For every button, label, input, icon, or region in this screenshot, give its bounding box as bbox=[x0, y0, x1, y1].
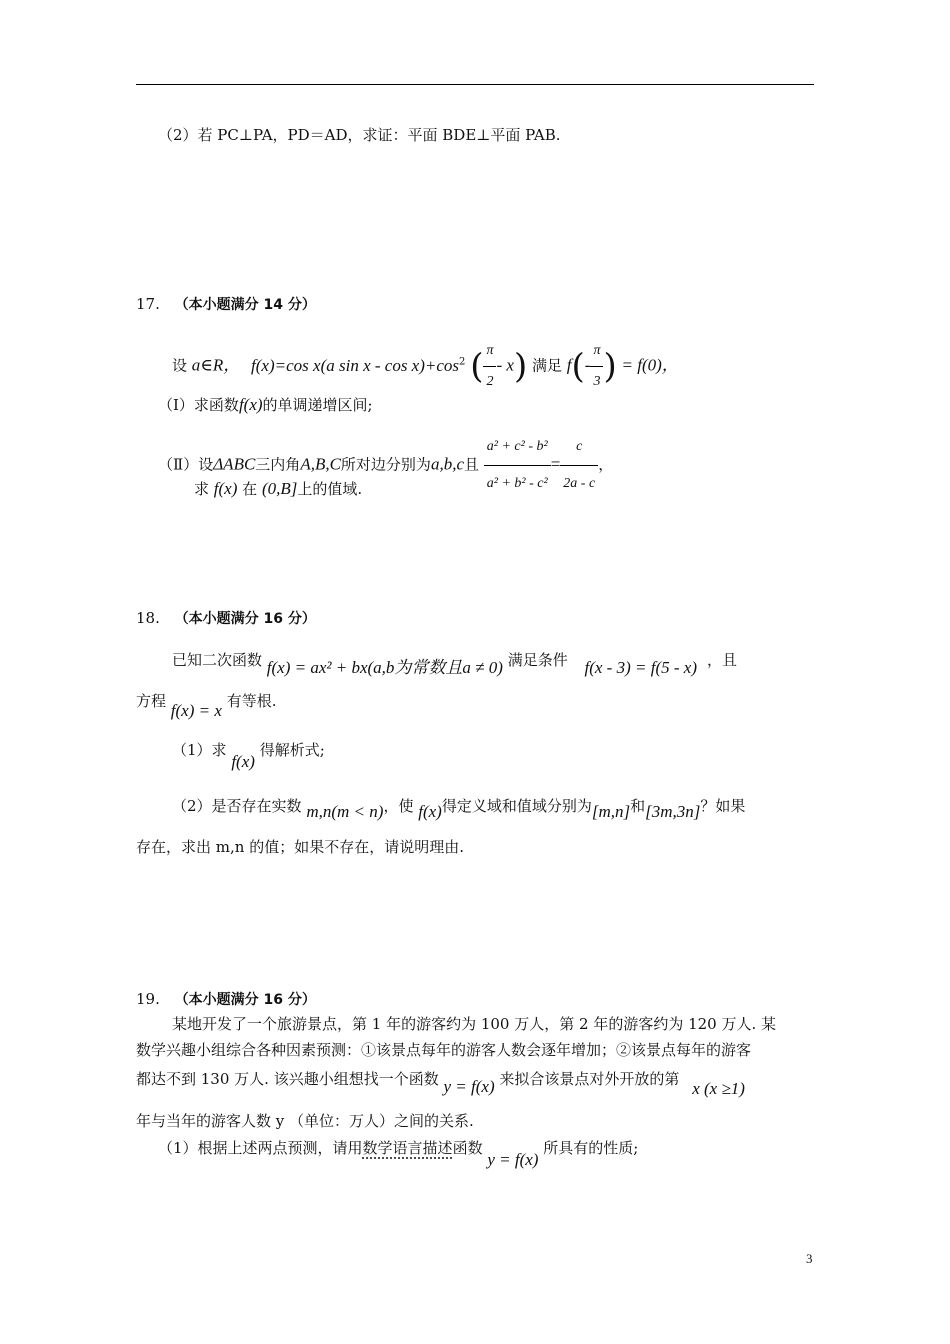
q19-number: 19. bbox=[136, 990, 160, 1008]
q18-cond: 满足条件 bbox=[507, 651, 568, 669]
q17-intro: 设 bbox=[172, 356, 188, 375]
q19-l3-f: y = f(x) bbox=[443, 1077, 495, 1096]
q18-eq-post: 有等根. bbox=[226, 692, 277, 710]
q18-p2-pre: （2）是否存在实数 bbox=[172, 797, 302, 815]
q17-part1-text: （Ⅰ）求函数 bbox=[158, 396, 239, 414]
q17-neg: - bbox=[584, 355, 591, 375]
q19-p1-emphasis: 数学语言描述 bbox=[362, 1139, 453, 1157]
header-rule bbox=[136, 84, 814, 85]
q17-angles: A,B,C bbox=[300, 454, 341, 474]
q19-p1-post: 所具有的性质; bbox=[543, 1139, 639, 1157]
q18-and: ，且 bbox=[706, 651, 737, 669]
q17-header bbox=[136, 293, 316, 316]
q17-part1-post: 的单调递增区间; bbox=[262, 396, 373, 414]
q16-part2: （2）若 PC⊥PA，PD＝AD，求证：平面 BDE⊥平面 PAB. bbox=[158, 126, 561, 144]
q17-number: 17. bbox=[136, 295, 160, 313]
q17-eq-f0: = f(0)， bbox=[621, 355, 679, 375]
q17-part2-mid1: 三内角 bbox=[255, 455, 301, 474]
q17-paren-close: ) bbox=[513, 346, 528, 387]
q18-p2-mid: ，使 bbox=[383, 797, 414, 815]
q18-mn: m,n(m < n) bbox=[306, 802, 384, 821]
q17-frac-c: $\frac{c}{2a - c}$ bbox=[560, 429, 598, 502]
q18-p2-question: ？如果 bbox=[700, 797, 746, 815]
q18-number: 18. bbox=[136, 609, 160, 627]
q17-score: （本小题满分 14 分） bbox=[174, 297, 316, 313]
q18-p2-mid2: 得定义域和值域分别为 bbox=[441, 797, 592, 815]
q19-part1 bbox=[158, 1137, 639, 1169]
q17-frac-pi2: $\frac{\pi}{2}$ bbox=[483, 336, 496, 397]
q19-l3-mid: 来拟合该景点对外开放的第 bbox=[499, 1070, 680, 1088]
q18-p1-f: f(x) bbox=[231, 752, 255, 771]
q18-and2: 和 bbox=[630, 797, 646, 815]
q18-part1 bbox=[172, 739, 325, 771]
q18-range: [3m,3n] bbox=[645, 802, 701, 821]
q18-equation-line bbox=[136, 690, 277, 720]
q17-paren2-open: ( bbox=[571, 346, 585, 387]
q17-frac-cosine: $\frac{\text{a² + c² - b²}}{\text{a² + b² - c²}}$ bbox=[484, 429, 551, 502]
q17-f: f bbox=[566, 355, 572, 375]
q19-l3-pre: 都达不到 130 万人. 该兴趣小组想找一个函数 bbox=[136, 1070, 439, 1088]
q18-p1-post: 得解析式; bbox=[259, 741, 325, 759]
q17-sides: a,b,c bbox=[430, 454, 464, 474]
q17-part2-mid2: 所对边分别为 bbox=[340, 455, 431, 474]
q17-statement bbox=[172, 336, 679, 397]
q19-p1-f: y = f(x) bbox=[487, 1150, 539, 1169]
q17-ask bbox=[194, 478, 362, 500]
q17-paren2-close: ) bbox=[603, 346, 617, 387]
q18-fdef: f(x) = ax² + bx(a,b为常数且a ≠ 0) bbox=[266, 658, 503, 677]
q18-p1-pre: （1）求 bbox=[172, 741, 227, 759]
q17-a-in-R: a∈R， bbox=[191, 355, 241, 375]
q19-line2: 数学兴趣小组综合各种因素预测：①该景点每年的游客人数会逐年增加；②该景点每年的游客 bbox=[136, 1041, 752, 1059]
q19-score: （本小题满分 16 分） bbox=[174, 992, 316, 1008]
q19-p1-pre: （1）根据上述两点预测，请用 bbox=[158, 1139, 363, 1157]
q17-ask-post: 上的值域. bbox=[297, 480, 363, 498]
q17-square: 2 bbox=[459, 356, 466, 368]
q17-comma: ， bbox=[598, 455, 614, 474]
q19-p1-mid: 函数 bbox=[452, 1139, 483, 1157]
q17-ask-f: f(x) bbox=[213, 479, 238, 498]
q17-part1-f: f(x) bbox=[238, 395, 263, 414]
q18-fsym: f(x - 3) = f(5 - x) bbox=[584, 658, 697, 677]
q18-statement bbox=[172, 643, 737, 677]
q18-part2 bbox=[172, 795, 746, 821]
q19-line3 bbox=[136, 1068, 745, 1098]
q18-part2-line2: 存在，求出 m,n 的值；如果不存在，请说明理由. bbox=[136, 838, 464, 856]
q17-part1 bbox=[158, 394, 373, 416]
q18-eq: f(x) = x bbox=[170, 701, 222, 720]
q17-satisfy: 满足 bbox=[531, 356, 562, 375]
q17-minus-x: - x bbox=[496, 355, 514, 375]
q17-part2-mid3: 且 bbox=[463, 455, 479, 474]
q17-frac-pi3: $\frac{\pi}{3}$ bbox=[590, 336, 603, 397]
q17-part2-pre: （Ⅱ）设 bbox=[158, 455, 214, 474]
q17-fx-def: f(x)=cos x(a sin x - cos x)+cos bbox=[251, 355, 460, 375]
q19-header bbox=[136, 988, 316, 1011]
q18-p2-f: f(x) bbox=[418, 802, 442, 821]
q18-header bbox=[136, 607, 316, 630]
q18-intro: 已知二次函数 bbox=[172, 651, 263, 669]
q17-interval: (0,B] bbox=[261, 479, 298, 498]
q19-l3-x: x (x ≥1) bbox=[692, 1079, 745, 1098]
q18-score: （本小题满分 16 分） bbox=[174, 611, 316, 627]
page-number: 3 bbox=[806, 1251, 813, 1266]
q18-domain: [m,n] bbox=[591, 802, 631, 821]
q18-eq-pre: 方程 bbox=[136, 692, 167, 710]
q17-ask-pre: 求 bbox=[194, 480, 210, 498]
q17-ask-in: 在 bbox=[242, 480, 258, 498]
q19-line4: 年与当年的游客人数 y （单位：万人）之间的关系. bbox=[136, 1112, 474, 1130]
q19-line1: 某地开发了一个旅游景点，第 1 年的游客约为 100 万人，第 2 年的游客约为 120 万人. 某 bbox=[172, 1015, 777, 1033]
q17-triangle: ΔABC bbox=[213, 454, 256, 474]
q17-paren-open: ( bbox=[470, 346, 484, 387]
q17-equals: = bbox=[550, 454, 561, 474]
